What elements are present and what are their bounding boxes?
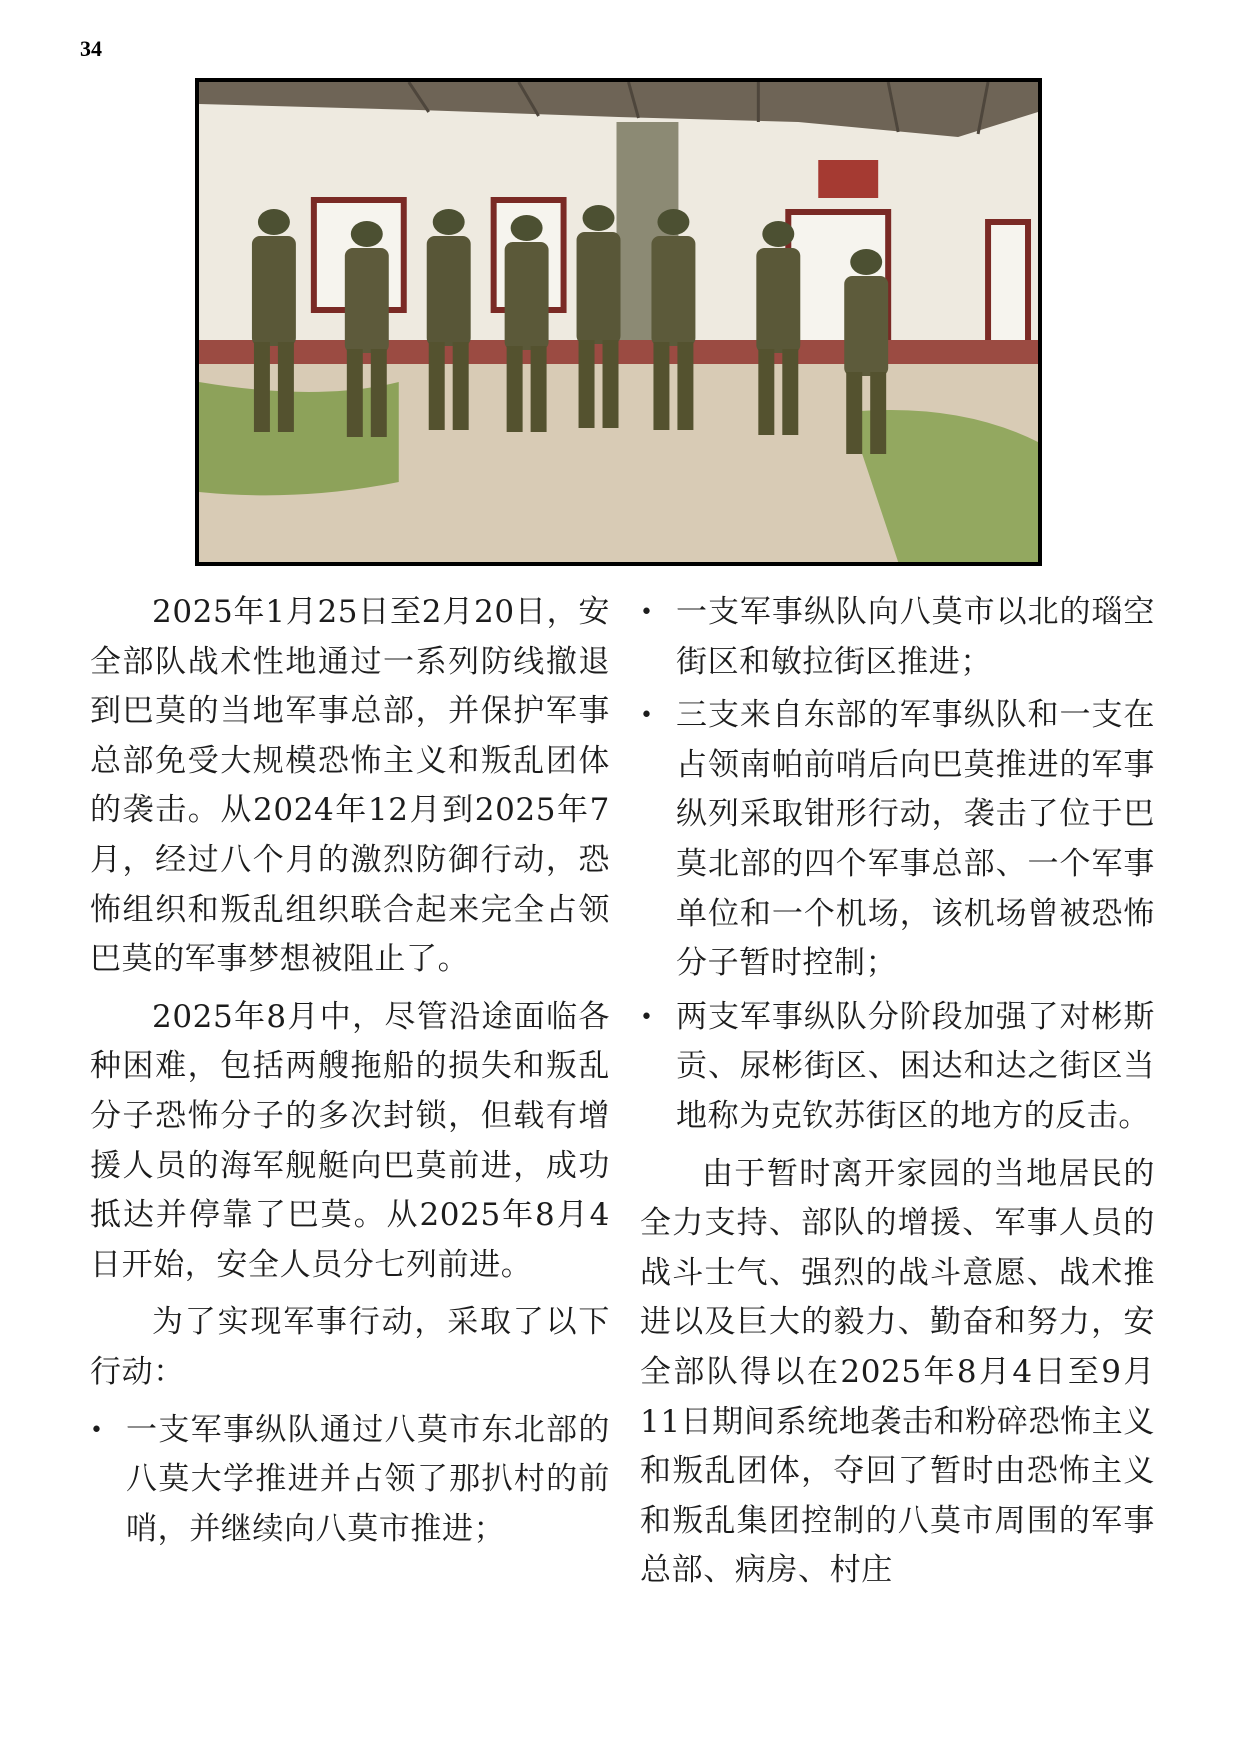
photo-illustration bbox=[199, 82, 1038, 562]
red-sign bbox=[818, 160, 878, 198]
left-column bbox=[90, 588, 610, 1562]
list-item bbox=[90, 1406, 610, 1555]
list-item-text: 两支军事纵队分阶段加强了对彬斯贡、尿彬街区、困达和达之街区当地称为克钦苏街区的地方的反击。 bbox=[676, 998, 1155, 1134]
soldiers-photo bbox=[195, 78, 1042, 566]
right-bullet-list bbox=[640, 588, 1155, 1142]
list-item bbox=[640, 993, 1155, 1142]
list-item-text: 三支来自东部的军事纵队和一支在占领南帕前哨后向巴莫推进的军事纵列采取钳形行动，袭击了位于巴莫北部的四个军事总部、一个军事单位和一个机场，该机场曾被恐怖分子暂时控制； bbox=[676, 697, 1155, 982]
right-paragraph-1: 由于暂时离开家园的当地居民的全力支持、部队的增援、军事人员的战斗士气、强烈的战斗意愿、战术推进以及巨大的毅力、勤奋和努力，安全部队得以在2025年8月4日至9月11日期间系统地袭击和粉碎恐怖主义和叛乱团体，夺回了暂时由恐怖主义和叛乱集团控制的八莫市周围的军事总部、病房、村庄 bbox=[640, 1155, 1155, 1589]
bullet-icon: • bbox=[640, 600, 654, 625]
list-item-text: 一支军事纵队通过八莫市东北部的八莫大学推进并占领了那扒村的前哨，并继续向八莫市推进； bbox=[126, 1411, 610, 1547]
bullet-icon: • bbox=[640, 1004, 654, 1030]
left-paragraph-2: 2025年8月中，尽管沿途面临各种困难，包括两艘拖船的损失和叛乱分子恐怖分子的多次封锁，但载有增援人员的海军舰艇向巴莫前进，成功抵达并停靠了巴莫。从2025年8月4日开始，安全人员分七列前进。 bbox=[90, 998, 610, 1283]
list-item bbox=[640, 691, 1155, 989]
grass-left bbox=[199, 382, 399, 495]
page-number: 34 bbox=[80, 36, 102, 61]
left-paragraph-1: 2025年1月25日至2月20日，安全部队战术性地通过一系列防线撤退到巴莫的当地军事总部，并保护军事总部免受大规模恐怖主义和叛乱团体的袭击。从2024年12月到2025年7月，经过八个月的激烈防御行动，恐怖组织和叛乱组织联合起来完全占领巴莫的军事梦想被阻止了。 bbox=[90, 594, 610, 978]
bullet-icon: • bbox=[90, 1417, 104, 1443]
left-bullet-list bbox=[90, 1406, 610, 1555]
list-item bbox=[640, 588, 1155, 687]
right-column bbox=[640, 588, 1155, 1604]
left-paragraph-3: 为了实现军事行动，采取了以下行动： bbox=[90, 1304, 610, 1390]
list-item-text: 一支军事纵队向八莫市以北的瑙空街区和敏拉街区推进； bbox=[676, 594, 1155, 680]
bullet-icon: • bbox=[640, 703, 654, 729]
